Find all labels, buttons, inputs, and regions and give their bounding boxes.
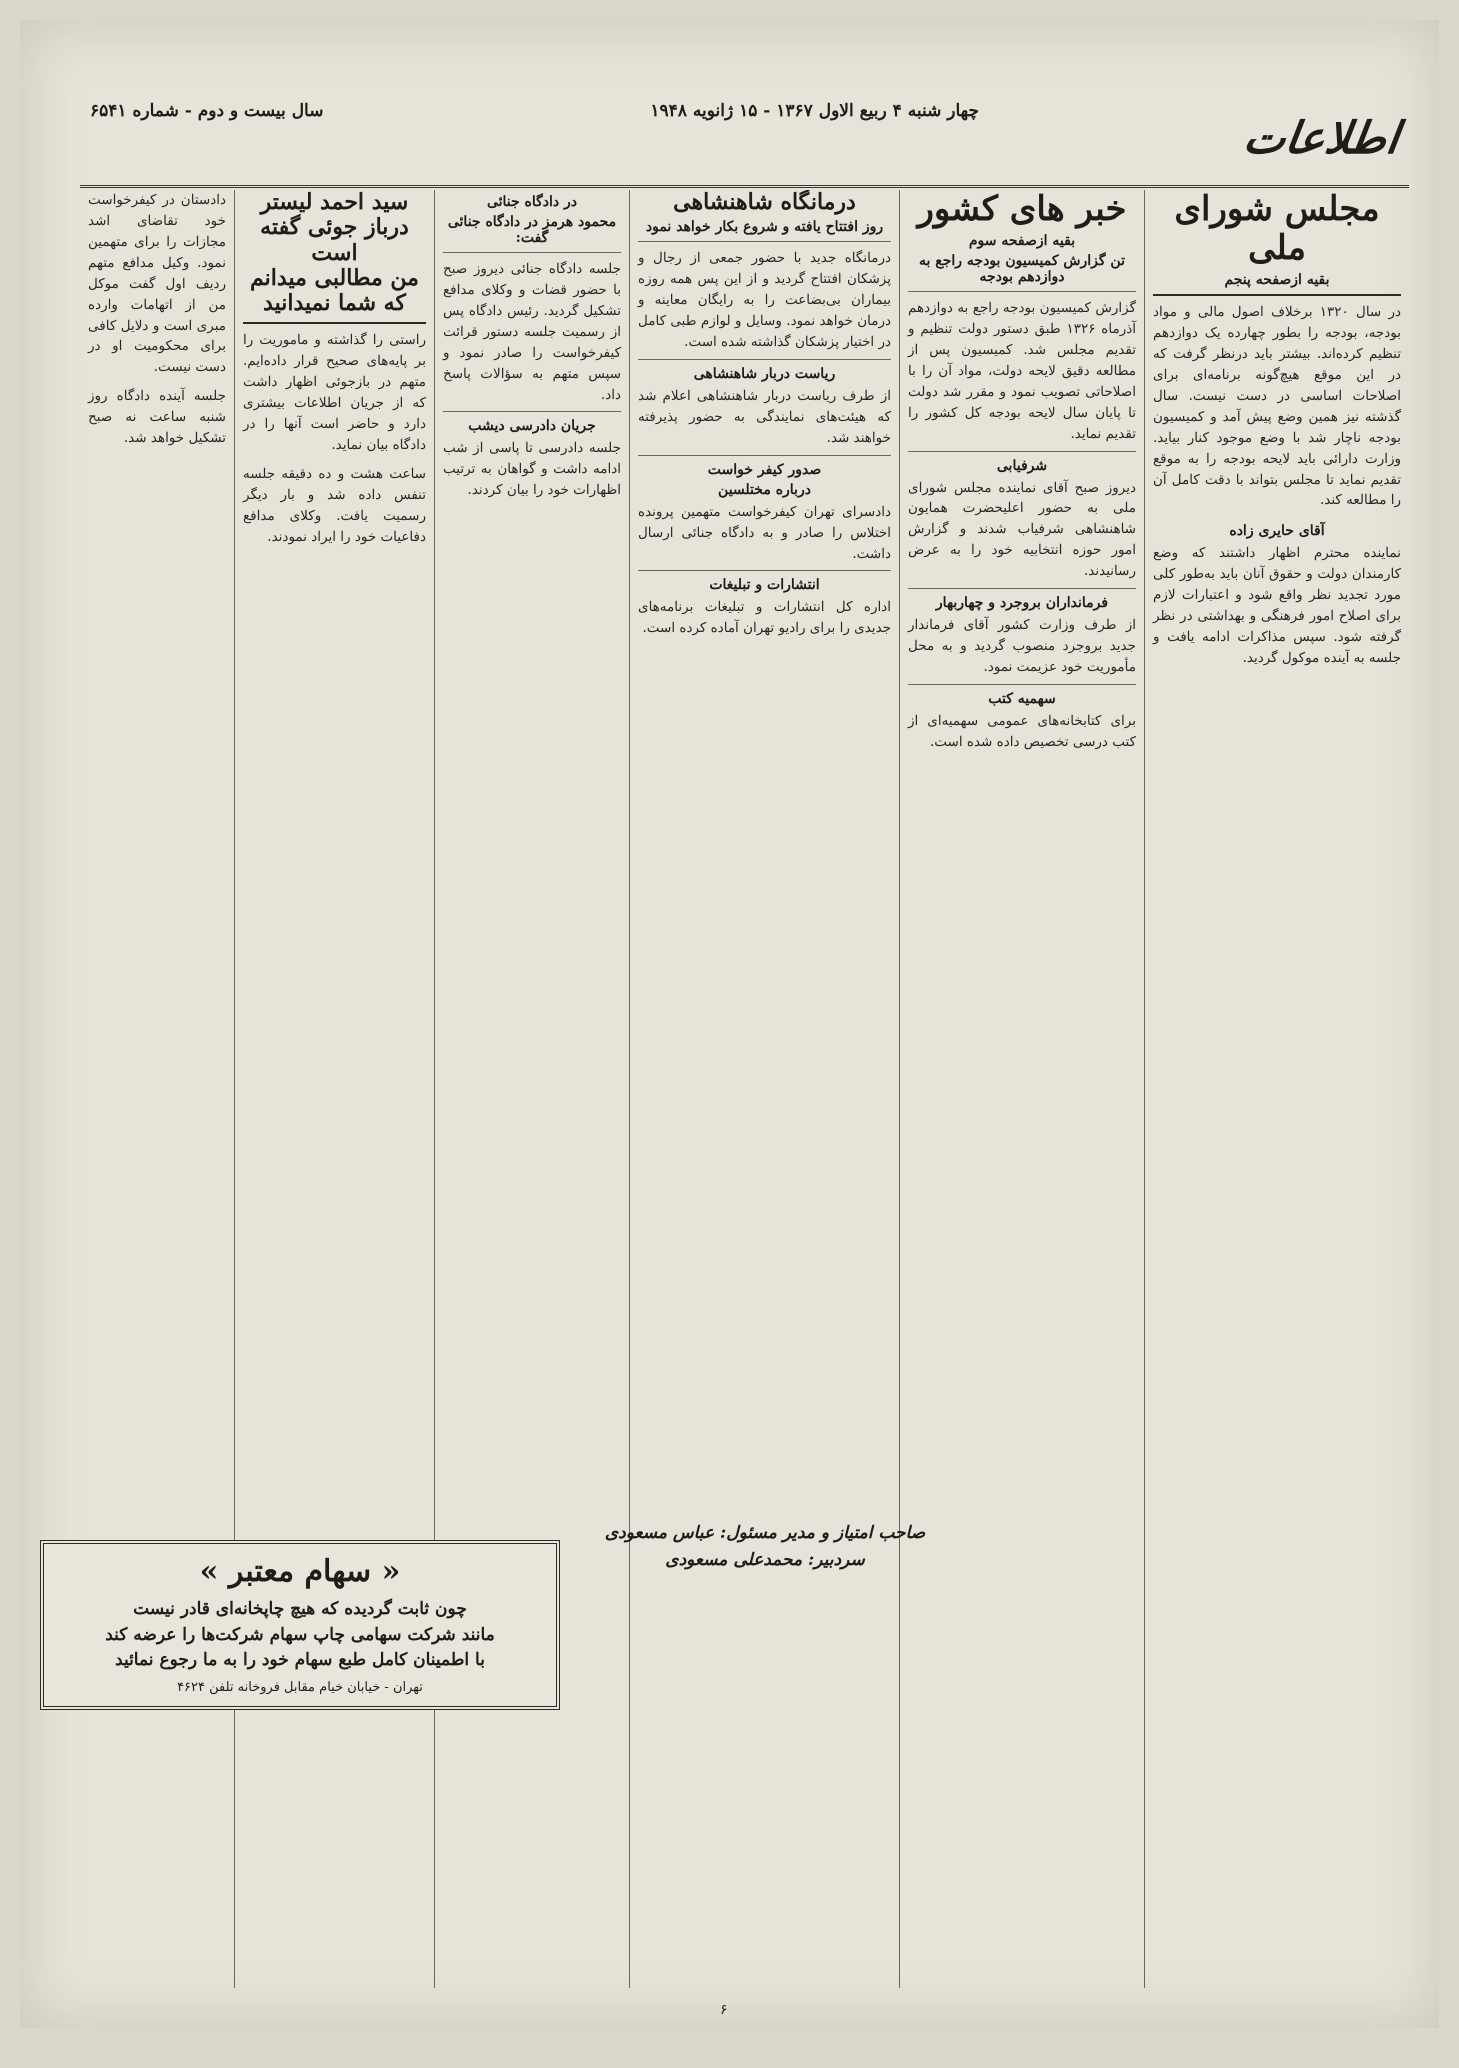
article-body-prosecutor: دادستان در کیفرخواست خود تقاضای اشد مجازات را برای متهمین نمود. وکیل مدافع متهم ردیف اول گفت موکل من از اتهامات وارده مبری است و دلایل کافی برای محکومیت او در دست نیست. [88, 192, 226, 376]
divider [908, 684, 1136, 685]
article-body-books: برای کتابخانه‌های عمومی سهمیه‌ای از کتب درسی تخصیص داده شده است. [908, 712, 1136, 750]
divider [443, 411, 621, 412]
editor-line: سردبیر: محمدعلی مسعودی [665, 1550, 865, 1571]
subhead-books: سهمیه کتب [988, 690, 1056, 707]
headline-lister: سید احمد لیستر درباز جوئی گفته است [260, 190, 409, 266]
headline-country-news: خبر های کشور [917, 190, 1127, 229]
divider [638, 570, 891, 571]
divider [443, 252, 621, 253]
subhead-court: ریاست دربار شاهنشاهی [693, 365, 836, 382]
publisher-line: صاحب امتیاز و مدیر مسئول: عباس مسعودی [604, 1523, 926, 1543]
subhead-hormoz: محمود هرمز در دادگاه جنائی گفت: [447, 214, 617, 246]
subhead-haerizadeh: آقای حایری زاده [1229, 523, 1325, 540]
ad-line-3: با اطمینان کامل طبع سهام خود را به ما رجوع نمائید [115, 1650, 485, 1670]
subhead-parliament: بقیه ازصفحه پنجم [1224, 272, 1330, 289]
divider [908, 451, 1136, 452]
divider [638, 455, 891, 456]
ad-line-1: چون ثابت گردیده که هیچ چاپخانه‌ای قادر نیست [133, 1599, 467, 1619]
page-number: ۶ [720, 2002, 728, 2018]
ad-line-2: مانند شرکت سهامی چاپ سهام شرکت‌ها را عرضه کند [105, 1624, 495, 1645]
advertisement-box [40, 1540, 560, 1710]
ad-address: تهران - خیابان خیام مقابل فروخانه تلفن ۴۶۲۴ [177, 1679, 423, 1695]
column-country-news [899, 190, 1144, 1988]
subhead-night-trial: جریان دادرسی دیشب [468, 418, 596, 435]
headline-clinic: درمانگاه شاهنشاهی [673, 190, 856, 215]
article-body-clinic: درمانگاه جدید با حضور جمعی از رجال و پزشکان افتتاح گردید و از این پس همه روزه بیماران بی‌بضاعت را به رایگان معاینه و درمان خواهد نمود. وسایل و لوازم طبی کامل در اختیار پزشکان گذاشته شده است. [638, 250, 891, 350]
masthead [80, 95, 1409, 188]
column-criminal-court [434, 190, 629, 1988]
divider [243, 322, 426, 324]
divider [638, 241, 891, 242]
issue-date: چهار شنبه ۴ ربیع الاول ۱۳۶۷ - ۱۵ ژانویه ۱۹۴۸ [650, 101, 979, 121]
ad-title: « سهام معتبر » [199, 1554, 401, 1589]
article-body-budget: گزارش کمیسیون بودجه راجع به دوازدهم آذرماه ۱۳۲۶ طبق دستور دولت تنظیم و تقدیم مجلس شد. کمیسیون پس از مطالعه دقیق لایحه دولت، مواد آن را با اصلاحاتی تصویب نمود و مقرر شد دولت تا پایان سال لایحه بودجه کل کشور را تقدیم نماید. [908, 300, 1136, 442]
kicker-budget: تن گزارش کمیسیون بودجه راجع به دوازدهم بودجه [919, 253, 1125, 286]
divider [638, 359, 891, 360]
newspaper-logo: اطلاعات [1240, 113, 1403, 164]
subhead-governors: فرمانداران بروجرد و چهاربهار [935, 595, 1109, 612]
newspaper-page [20, 20, 1439, 2028]
headline-criminal-court: در دادگاه جنائی [486, 194, 578, 210]
article-body-lister-2: ساعت هشت و ده دقیقه جلسه تنفس داده شد و بار دیگر رسمیت یافت. وکلای مدافع دفاعیات خود را ایراد نمودند. [243, 466, 426, 545]
article-body-governors: از طرف وزارت کشور آقای فرماندار جدید بروجرد منصوب گردید و به محل مأموریت خود عزیمت نمود. [908, 617, 1136, 675]
divider [908, 291, 1136, 292]
article-columns [80, 190, 1409, 1988]
subhead-clinic: روز افتتاح یافته و شروع بکار خواهد نمود [645, 219, 884, 236]
column-prosecutor [80, 190, 234, 1988]
article-body-indictment: دادسرای تهران کیفرخواست متهمین پرونده اختلاس را صادر و به دادگاه جنائی ارسال داشت. [638, 503, 891, 562]
article-body-parliament: در سال ۱۳۲۰ برخلاف اصول مالی و مواد بودجه، بودجه را بطور چهارده یک دوازدهم تنظیم کرده‌اند. بیشتر باید درنظر گرفت که در این موقع هیچ‌گونه برنامه‌ای برای اصلاحات اساسی در دست نیست. سال گذشته نیز همین وضع پیش آمد و کمیسیون بودجه ناچار شد با وضع موجود کنار بیاید. وزارت دارائی باید لایحه بودجه را به موقع تقدیم نماید تا مجلس بتواند با دقت کامل آن را مطالعه کند. [1153, 304, 1401, 509]
column-clinic [629, 190, 899, 1988]
headline-lister-quote: من مطالبی میدانم که شما نمیدانید [250, 264, 419, 317]
divider [908, 588, 1136, 589]
article-body-publications: اداره کل انتشارات و تبلیغات برنامه‌های جدیدی را برای رادیو تهران آماده کرده است. [638, 599, 891, 637]
subhead-indictment: صدور کیفر خواست [707, 461, 822, 478]
article-body-lister: راستی را گذاشته و ماموریت را بر پایه‌های صحیح قرار داده‌ایم. متهم در بازجوئی اظهار داشت که از جریان اطلاعات بیشتری دارد و حاضر است آنها را در دادگاه بیان نماید. [243, 332, 426, 454]
divider [1153, 294, 1401, 296]
article-body-haerizadeh: نماینده محترم اظهار داشتند که وضع کارمندان دولت و حقوق آنان باید به‌طور کلی مورد تجدید نظر واقع شود و اعتبارات لازم برای اصلاح امور فرهنگی و بهداشتی در نظر گرفته شود. سپس مذاکرات ادامه یافت و جلسه به آینده موکول گردید. [1153, 545, 1401, 667]
issue-number: سال بیست و دوم - شماره ۶۵۴۱ [90, 101, 324, 121]
subhead-indictment-2: درباره مختلسین [718, 481, 811, 498]
subhead-country-news: بقیه ازصفحه سوم [968, 233, 1076, 250]
article-body-court-session: جلسه دادگاه جنائی دیروز صبح با حضور قضات و وکلای مدافع تشکیل گردید. رئیس دادگاه پس از رسمیت جلسه دستور قرائت کیفرخواست را صادر نمود و سپس متهم به سؤالات پاسخ داد. [443, 261, 621, 403]
publisher-signature [580, 1520, 950, 1590]
article-body-night-trial: جلسه دادرسی تا پاسی از شب ادامه داشت و گواهان به ترتیب اظهارات خود را بیان کردند. [443, 440, 621, 499]
article-body-court: از طرف ریاست دربار شاهنشاهی اعلام شد که هیئت‌های نمایندگی به حضور پذیرفته خواهند شد. [638, 387, 891, 446]
subhead-publications: انتشارات و تبلیغات [709, 577, 820, 594]
article-body-next-session: جلسه آینده دادگاه روز شنبه ساعت نه صبح تشکیل خواهد شد. [88, 388, 226, 447]
column-parliament [1144, 190, 1409, 1988]
headline-parliament: مجلس شورای ملی [1174, 190, 1380, 269]
article-body-audience: دیروز صبح آقای نماینده مجلس شورای ملی به حضور اعلیحضرت همایون شاهنشاهی شرفیاب شدند و گزارش امور حوزه انتخابیه خود را به عرض رسانیدند. [908, 479, 1136, 580]
column-lister [234, 190, 434, 1988]
subhead-audience: شرفیابی [996, 457, 1048, 474]
